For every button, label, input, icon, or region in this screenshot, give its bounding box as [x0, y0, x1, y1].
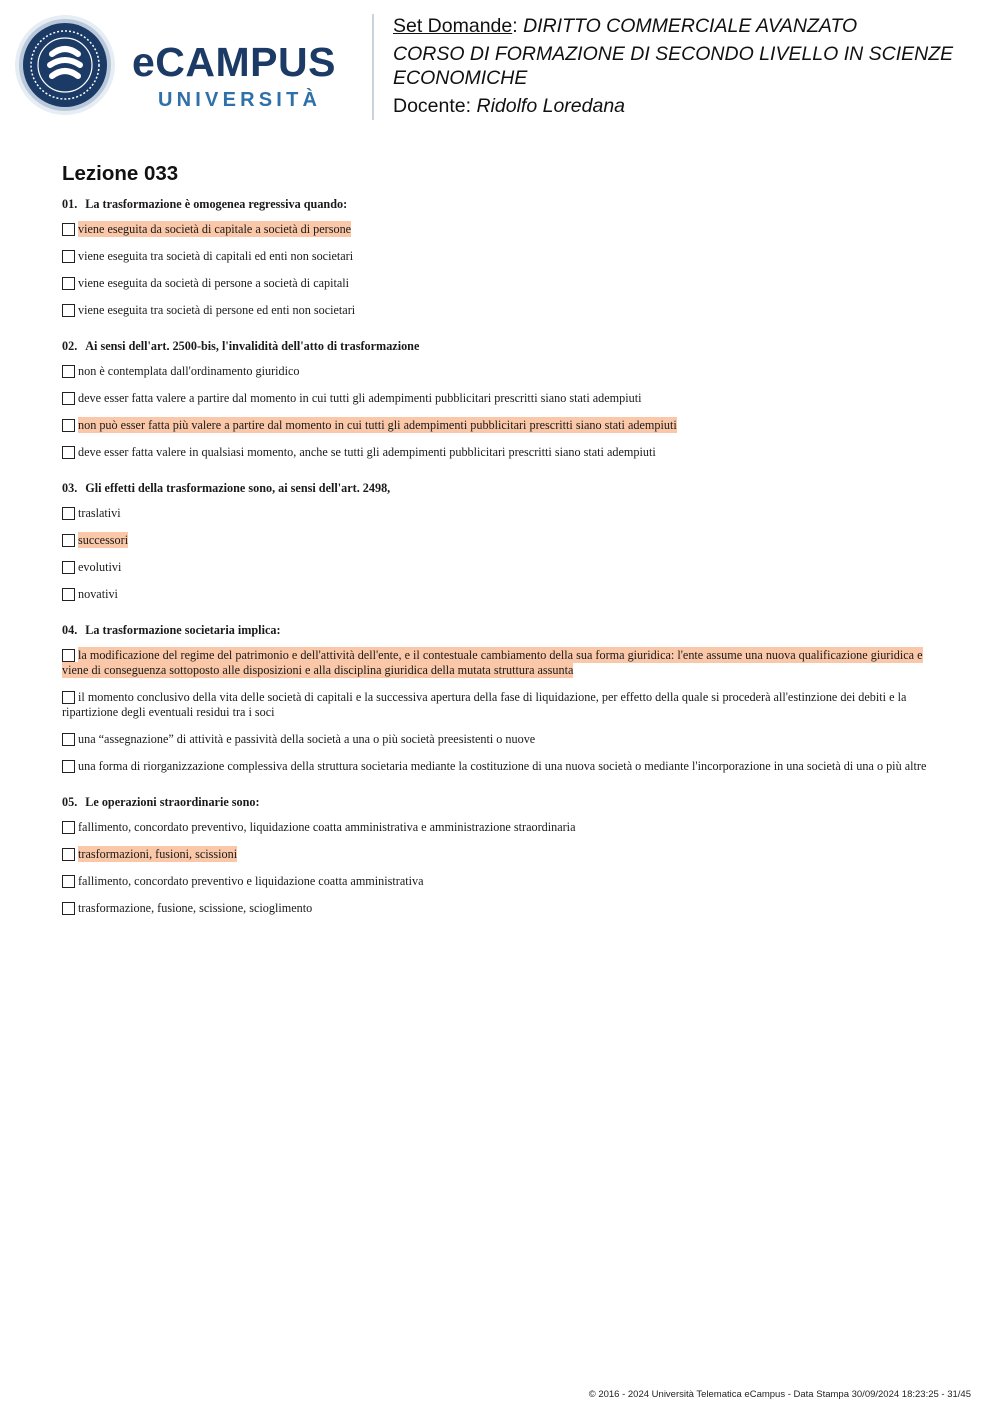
question-text: Gli effetti della trasformazione sono, ai sensi dell'art. 2498,: [85, 481, 391, 495]
question-title: [62, 196, 938, 212]
answer-option[interactable]: [62, 820, 938, 835]
question-number: 01.: [62, 197, 78, 211]
checkbox-icon[interactable]: [62, 223, 75, 236]
answer-option-text-highlighted: la modificazione del regime del patrimonio e dell'attività dell'ente, e il contestuale cambiamento della sua forma giuridica: l'ente assume una nuova qualificazione giuridica e viene di conseguenza sottoposto alle disposizioni e alla disciplina giuridica della mutata struttura assunta: [62, 648, 923, 677]
ecampus-emblem-icon: [14, 14, 116, 116]
docente-line: [393, 94, 983, 118]
ecampus-wordmark: [132, 39, 362, 122]
checkbox-icon[interactable]: [62, 588, 75, 601]
answer-option-text-highlighted: viene eseguita da società di capitale a società di persone: [78, 222, 352, 236]
checkbox-icon[interactable]: [62, 561, 75, 574]
logo-text-main: eCAMPUS: [132, 39, 336, 85]
logo-text-sub: UNIVERSITÀ: [158, 89, 322, 111]
answer-option[interactable]: [62, 847, 938, 862]
question-text: Le operazioni straordinarie sono:: [85, 795, 260, 809]
question-block: [62, 338, 938, 460]
answer-option[interactable]: [62, 690, 938, 720]
answer-option[interactable]: [62, 445, 938, 460]
answer-option[interactable]: [62, 391, 938, 406]
answer-option-text-highlighted: non può esser fatta più valere a partire dal momento in cui tutti gli adempimenti pubblicitari prescritti siano stati adempiuti: [78, 418, 677, 432]
checkbox-icon[interactable]: [62, 821, 75, 834]
checkbox-icon[interactable]: [62, 760, 75, 773]
answer-option-text: trasformazione, fusione, scissione, scioglimento: [78, 901, 313, 915]
checkbox-icon[interactable]: [62, 691, 75, 704]
answer-option[interactable]: [62, 249, 938, 264]
set-value: DIRITTO COMMERCIALE AVANZATO: [523, 15, 858, 37]
set-label: Set Domande: [393, 15, 513, 37]
lesson-title: Lezione 033: [62, 162, 179, 185]
answer-option-text: una forma di riorganizzazione complessiva della struttura societaria mediante la costituzione di una nuova società o mediante l'incorporazione in una società di una o più altre: [78, 759, 927, 773]
answer-option-text: deve esser fatta valere a partire dal momento in cui tutti gli adempimenti pubblicitari prescritti siano stati adempiuti: [78, 391, 642, 405]
answer-option-text: traslativi: [78, 506, 121, 520]
document-header: [393, 14, 983, 118]
answer-option[interactable]: [62, 222, 938, 237]
answer-option[interactable]: [62, 759, 938, 774]
answer-option[interactable]: [62, 303, 938, 318]
checkbox-icon[interactable]: [62, 902, 75, 915]
question-text: La trasformazione è omogenea regressiva quando:: [85, 197, 348, 211]
checkbox-icon[interactable]: [62, 848, 75, 861]
answer-option-text: viene eseguita da società di persone a società di capitali: [78, 276, 350, 290]
answer-option[interactable]: [62, 732, 938, 747]
checkbox-icon[interactable]: [62, 875, 75, 888]
question-title: [62, 338, 938, 354]
footer-text: © 2016 - 2024 Università Telematica eCampus - Data Stampa 30/09/2024 18:23:25 - 31/45: [588, 1389, 971, 1400]
question-text: Ai sensi dell'art. 2500-bis, l'invalidità dell'atto di trasformazione: [85, 339, 420, 353]
answer-option-text-highlighted: successori: [78, 533, 129, 547]
answer-option-text: fallimento, concordato preventivo e liquidazione coatta amministrativa: [78, 874, 424, 888]
answer-option[interactable]: [62, 533, 938, 548]
question-block: [62, 480, 938, 602]
question-number: 05.: [62, 795, 78, 809]
header-divider: [372, 14, 374, 120]
checkbox-icon[interactable]: [62, 534, 75, 547]
answer-option[interactable]: [62, 560, 938, 575]
answer-option[interactable]: [62, 874, 938, 889]
answer-option-text: una “assegnazione” di attività e passività della società a una o più società preesistenti o nuove: [78, 732, 536, 746]
question-title: [62, 480, 938, 496]
question-number: 02.: [62, 339, 78, 353]
checkbox-icon[interactable]: [62, 392, 75, 405]
course-title: CORSO DI FORMAZIONE DI SECONDO LIVELLO IN SCIENZE ECONOMICHE: [393, 43, 954, 89]
question-number: 04.: [62, 623, 78, 637]
answer-option[interactable]: [62, 418, 938, 433]
question-block: [62, 196, 938, 318]
question-text: La trasformazione societaria implica:: [85, 623, 281, 637]
checkbox-icon[interactable]: [62, 649, 75, 662]
course-line: [393, 42, 983, 90]
answer-option[interactable]: [62, 506, 938, 521]
checkbox-icon[interactable]: [62, 304, 75, 317]
question-list: [62, 196, 938, 936]
answer-option-text: viene eseguita tra società di capitali ed enti non societari: [78, 249, 354, 263]
answer-option[interactable]: [62, 901, 938, 916]
answer-option-text: non è contemplata dall'ordinamento giuridico: [78, 364, 300, 378]
checkbox-icon[interactable]: [62, 419, 75, 432]
checkbox-icon[interactable]: [62, 507, 75, 520]
answer-option-text: evolutivi: [78, 560, 122, 574]
question-title: [62, 794, 938, 810]
answer-option[interactable]: [62, 587, 938, 602]
checkbox-icon[interactable]: [62, 365, 75, 378]
answer-option[interactable]: [62, 648, 938, 678]
checkbox-icon[interactable]: [62, 250, 75, 263]
checkbox-icon[interactable]: [62, 733, 75, 746]
question-block: [62, 794, 938, 916]
answer-option-text: fallimento, concordato preventivo, liquidazione coatta amministrativa e amministrazione straordinaria: [78, 820, 576, 834]
docente-name: Ridolfo Loredana: [476, 95, 626, 117]
answer-option-text: il momento conclusivo della vita delle società di capitali e la successiva apertura della fase di liquidazione, per effetto della quale si procederà all'estinzione dei debiti e la ripartizione degli eventuali residui tra i soci: [62, 690, 907, 719]
answer-option[interactable]: [62, 364, 938, 379]
set-domande-line: Set Domande: DIRITTO COMMERCIALE AVANZATO: [393, 15, 858, 37]
checkbox-icon[interactable]: [62, 446, 75, 459]
answer-option-text: novativi: [78, 587, 118, 601]
answer-option-text: deve esser fatta valere in qualsiasi momento, anche se tutti gli adempimenti pubblicitari prescritti siano stati adempiuti: [78, 445, 656, 459]
checkbox-icon[interactable]: [62, 277, 75, 290]
question-title: [62, 622, 938, 638]
ecampus-logo: [14, 14, 359, 116]
answer-option-text-highlighted: trasformazioni, fusioni, scissioni: [78, 847, 238, 861]
question-number: 03.: [62, 481, 78, 495]
answer-option[interactable]: [62, 276, 938, 291]
answer-option-text: viene eseguita tra società di persone ed enti non societari: [78, 303, 356, 317]
question-block: [62, 622, 938, 774]
docente-label: Docente:: [393, 95, 472, 117]
